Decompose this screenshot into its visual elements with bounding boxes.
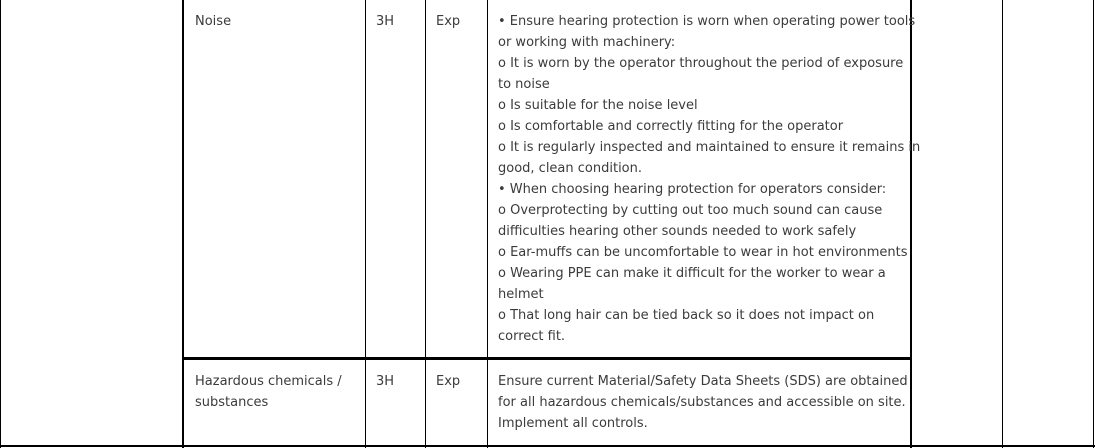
control-line: o Overprotecting by cutting out too much sound can cause <box>498 203 883 218</box>
table-row <box>184 360 911 445</box>
control-line: for all hazardous chemicals/substances and accessible on site. <box>498 395 906 410</box>
control-line: • When choosing hearing protection for operators consider: <box>498 182 887 197</box>
control-line: o Ear-muffs can be uncomfortable to wear in hot environments <box>498 245 908 260</box>
type-text: Exp <box>436 374 461 389</box>
table-row <box>184 0 921 357</box>
risk-rating-cell <box>365 0 425 32</box>
type-cell <box>425 360 487 392</box>
controls-cell <box>487 360 911 434</box>
hazard-cell <box>184 0 365 32</box>
hazard-text: Noise <box>195 14 232 29</box>
control-line: o It is regularly inspected and maintained to ensure it remains in <box>498 140 921 155</box>
control-line: o Wearing PPE can make it difficult for the worker to wear a <box>498 266 886 281</box>
risk-rating-cell <box>365 360 425 392</box>
control-line: difficulties hearing other sounds needed to work safely <box>498 224 857 239</box>
control-line: o Is comfortable and correctly fitting for the operator <box>498 119 844 134</box>
control-line: • Ensure hearing protection is worn when operating power tools <box>498 14 916 29</box>
type-text: Exp <box>436 14 461 29</box>
control-line: Ensure current Material/Safety Data Sheets (SDS) are obtained <box>498 374 908 389</box>
type-cell <box>425 0 487 32</box>
control-line: o That long hair can be tied back so it does not impact on <box>498 308 875 323</box>
control-line: to noise <box>498 77 550 92</box>
control-line: Implement all controls. <box>498 416 648 431</box>
control-line: correct fit. <box>498 329 566 344</box>
hazard-text: substances <box>195 395 269 410</box>
table-bottom-border <box>0 445 1095 447</box>
control-line: o Is suitable for the noise level <box>498 98 698 113</box>
outer-right-border <box>1093 0 1094 448</box>
control-line: or working with machinery: <box>498 35 676 50</box>
control-line: good, clean condition. <box>498 161 643 176</box>
control-line: helmet <box>498 287 544 302</box>
outer-left-border <box>0 0 1 448</box>
risk-rating-text: 3H <box>376 374 395 389</box>
extra-col-divider <box>1002 0 1003 448</box>
control-line: o It is worn by the operator throughout the period of exposure <box>498 56 904 71</box>
hazard-cell <box>184 360 365 413</box>
hazard-text: Hazardous chemicals / <box>195 374 342 389</box>
controls-cell <box>487 0 921 347</box>
risk-rating-text: 3H <box>376 14 395 29</box>
